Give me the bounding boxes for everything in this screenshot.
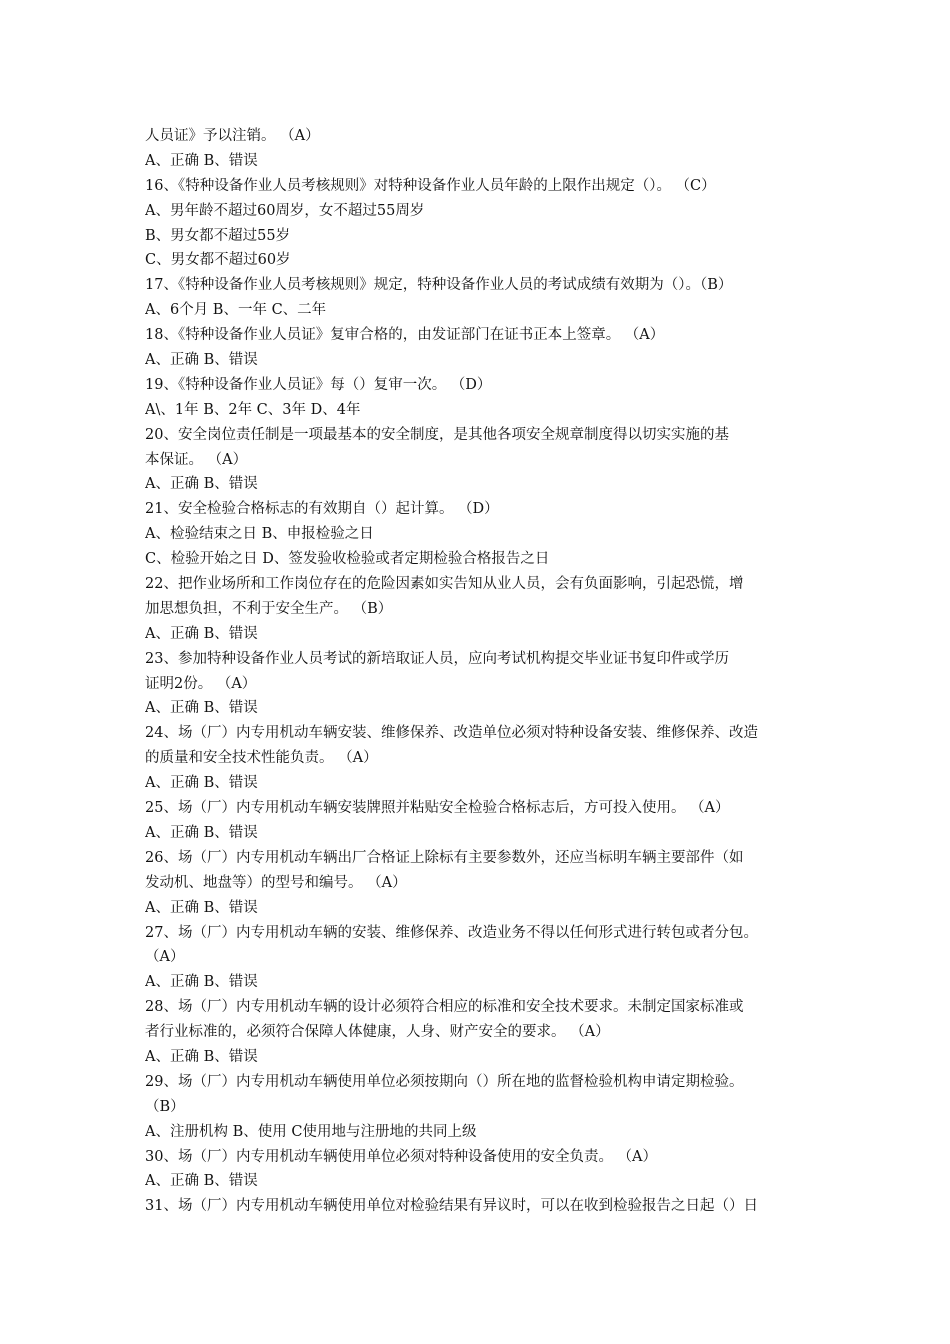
text-line: 27、场（厂）内专用机动车辆的安装、维修保养、改造业务不得以任何形式进行转包或者分包。: [145, 924, 758, 941]
text-line: 30、场（厂）内专用机动车辆使用单位必须对特种设备使用的安全负责。 （A）: [145, 1148, 658, 1165]
text-line: A、正确 B、错误: [145, 899, 258, 916]
text-line: 23、参加特种设备作业人员考试的新培取证人员，应向考试机构提交毕业证书复印件或学历: [145, 650, 729, 667]
text-line: 16、《特种设备作业人员考核规则》对特种设备作业人员年龄的上限作出规定（）。 （C）: [145, 177, 716, 194]
text-line: 加思想负担，不利于安全生产。 （B）: [145, 600, 393, 617]
text-line: 证明2份。 （A）: [145, 675, 257, 692]
text-line: 31、场（厂）内专用机动车辆使用单位对检验结果有异议时，可以在收到检验报告之日起（）日: [145, 1198, 758, 1215]
text-line: A、正确 B、错误: [145, 152, 258, 169]
text-line: 26、场（厂）内专用机动车辆出厂合格证上除标有主要参数外，还应当标明车辆主要部件（如: [145, 849, 744, 866]
text-line: 本保证。 （A）: [145, 451, 248, 468]
text-line: 19、《特种设备作业人员证》每（）复审一次。 （D）: [145, 376, 492, 393]
text-line: 18、《特种设备作业人员证》复审合格的，由发证部门在证书正本上签章。 （A）: [145, 327, 665, 344]
text-line: A、正确 B、错误: [145, 476, 258, 493]
text-line: （B）: [145, 1098, 185, 1115]
text-line: A、正确 B、错误: [145, 974, 258, 991]
text-line: A\、1年 B、2年 C、3年 D、4年: [145, 401, 361, 418]
text-line: A、正确 B、错误: [145, 700, 258, 717]
text-line: 24、场（厂）内专用机动车辆安装、维修保养、改造单位必须对特种设备安装、维修保养、改造: [145, 725, 758, 742]
document-page: [145, 124, 810, 1219]
text-line: 发动机、地盘等）的型号和编号。 （A）: [145, 874, 407, 891]
text-line: 者行业标准的，必须符合保障人体健康，人身、财产安全的要求。 （A）: [145, 1024, 610, 1041]
text-line: A、6个月 B、一年 C、二年: [145, 302, 327, 319]
text-line: A、正确 B、错误: [145, 775, 258, 792]
text-line: C、男女都不超过60岁: [145, 252, 291, 269]
text-line: C、检验开始之日 D、签发验收检验或者定期检验合格报告之日: [145, 551, 550, 568]
text-line: 的质量和安全技术性能负责。 （A）: [145, 750, 378, 767]
text-line: 17、《特种设备作业人员考核规则》规定，特种设备作业人员的考试成绩有效期为（）。（B）: [145, 277, 733, 294]
text-line: 人员证》予以注销。 （A）: [145, 128, 320, 144]
text-line: A、正确 B、错误: [145, 625, 258, 642]
text-line: 20、安全岗位责任制是一项最基本的安全制度，是其他各项安全规章制度得以切实实施的基: [145, 426, 729, 443]
text-line: A、注册机构 B、使用 C使用地与注册地的共同上级: [145, 1123, 477, 1140]
text-line: 21、安全检验合格标志的有效期自（）起计算。 （D）: [145, 501, 499, 518]
text-line: A、正确 B、错误: [145, 1048, 258, 1065]
text-line: B、男女都不超过55岁: [145, 227, 291, 244]
text-line: A、正确 B、错误: [145, 1173, 258, 1190]
text-line: 25、场（厂）内专用机动车辆安装牌照并粘贴安全检验合格标志后，方可投入使用。 （A）: [145, 800, 730, 817]
text-line: A、正确 B、错误: [145, 352, 258, 369]
text-line: 29、场（厂）内专用机动车辆使用单位必须按期向（）所在地的监督检验机构申请定期检验。: [145, 1073, 744, 1090]
text-line: （A）: [145, 949, 185, 966]
text-line: A、检验结束之日 B、申报检验之日: [145, 526, 374, 543]
text-line: A、正确 B、错误: [145, 824, 258, 841]
text-line: 22、把作业场所和工作岗位存在的危险因素如实告知从业人员，会有负面影响，引起恐慌，增: [145, 576, 744, 593]
text-line: A、男年龄不超过60周岁，女不超过55周岁: [145, 202, 425, 219]
text-line: 28、场（厂）内专用机动车辆的设计必须符合相应的标准和安全技术要求。未制定国家标准或: [145, 999, 744, 1016]
